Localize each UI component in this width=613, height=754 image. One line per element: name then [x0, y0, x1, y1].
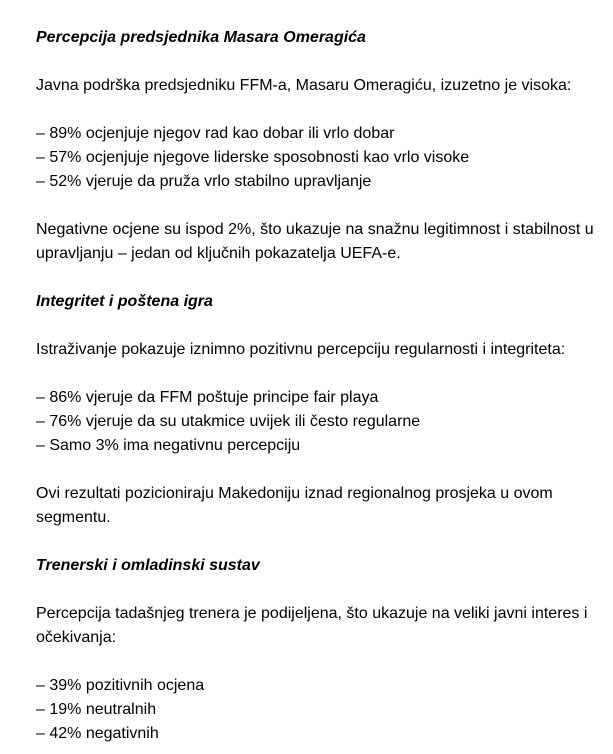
section-coaching-youth-system	[36, 554, 599, 746]
bullet-item: – 42% negativnih	[36, 725, 159, 742]
bullet-item: – 52% vjeruje da pruža vrlo stabilno upravljanje	[36, 173, 372, 190]
paragraph-line: Percepcija tadašnjeg trenera je podijeljena, što ukazuje na veliki javni interes i	[36, 605, 588, 622]
paragraph-line: segmentu.	[36, 509, 111, 526]
section-heading: Trenerski i omladinski sustav	[36, 557, 260, 574]
paragraph-line: Javna podrška predsjedniku FFM-a, Masaru Omeragiću, izuzetno je visoka:	[36, 77, 572, 94]
bullet-item: – 19% neutralnih	[36, 701, 157, 718]
bullet-item: – 86% vjeruje da FFM poštuje principe fair playa	[36, 389, 379, 406]
paragraph-line: Istraživanje pokazuje iznimno pozitivnu percepciju regularnosti i integriteta:	[36, 341, 566, 358]
section-president-perception	[36, 26, 599, 266]
bullet-item: – 76% vjeruje da su utakmice uvijek ili često regularne	[36, 413, 421, 430]
bullet-list	[36, 122, 599, 194]
paragraph	[36, 74, 599, 98]
bullet-item: – Samo 3% ima negativnu percepciju	[36, 437, 301, 454]
paragraph-line: očekivanja:	[36, 629, 117, 646]
section-heading: Integritet i poštena igra	[36, 293, 213, 310]
bullet-item: – 57% ocjenjuje njegove liderske sposobnosti kao vrlo visoke	[36, 149, 470, 166]
bullet-list	[36, 674, 599, 746]
paragraph-line: upravljanju – jedan od ključnih pokazatelja UEFA-e.	[36, 245, 401, 262]
bullet-list	[36, 386, 599, 458]
bullet-item: – 39% pozitivnih ocjena	[36, 677, 205, 694]
paragraph-line: Ovi rezultati pozicioniraju Makedoniju iznad regionalnog prosjeka u ovom	[36, 485, 553, 502]
paragraph	[36, 482, 599, 530]
paragraph	[36, 602, 599, 650]
paragraph	[36, 338, 599, 362]
paragraph	[36, 218, 599, 266]
paragraph-line: Negativne ocjene su ispod 2%, što ukazuje na snažnu legitimnost i stabilnost u	[36, 221, 594, 238]
bullet-item: – 89% ocjenjuje njegov rad kao dobar ili vrlo dobar	[36, 125, 395, 142]
section-heading: Percepcija predsjednika Masara Omeragića	[36, 29, 366, 46]
section-integrity-fair-play	[36, 290, 599, 530]
